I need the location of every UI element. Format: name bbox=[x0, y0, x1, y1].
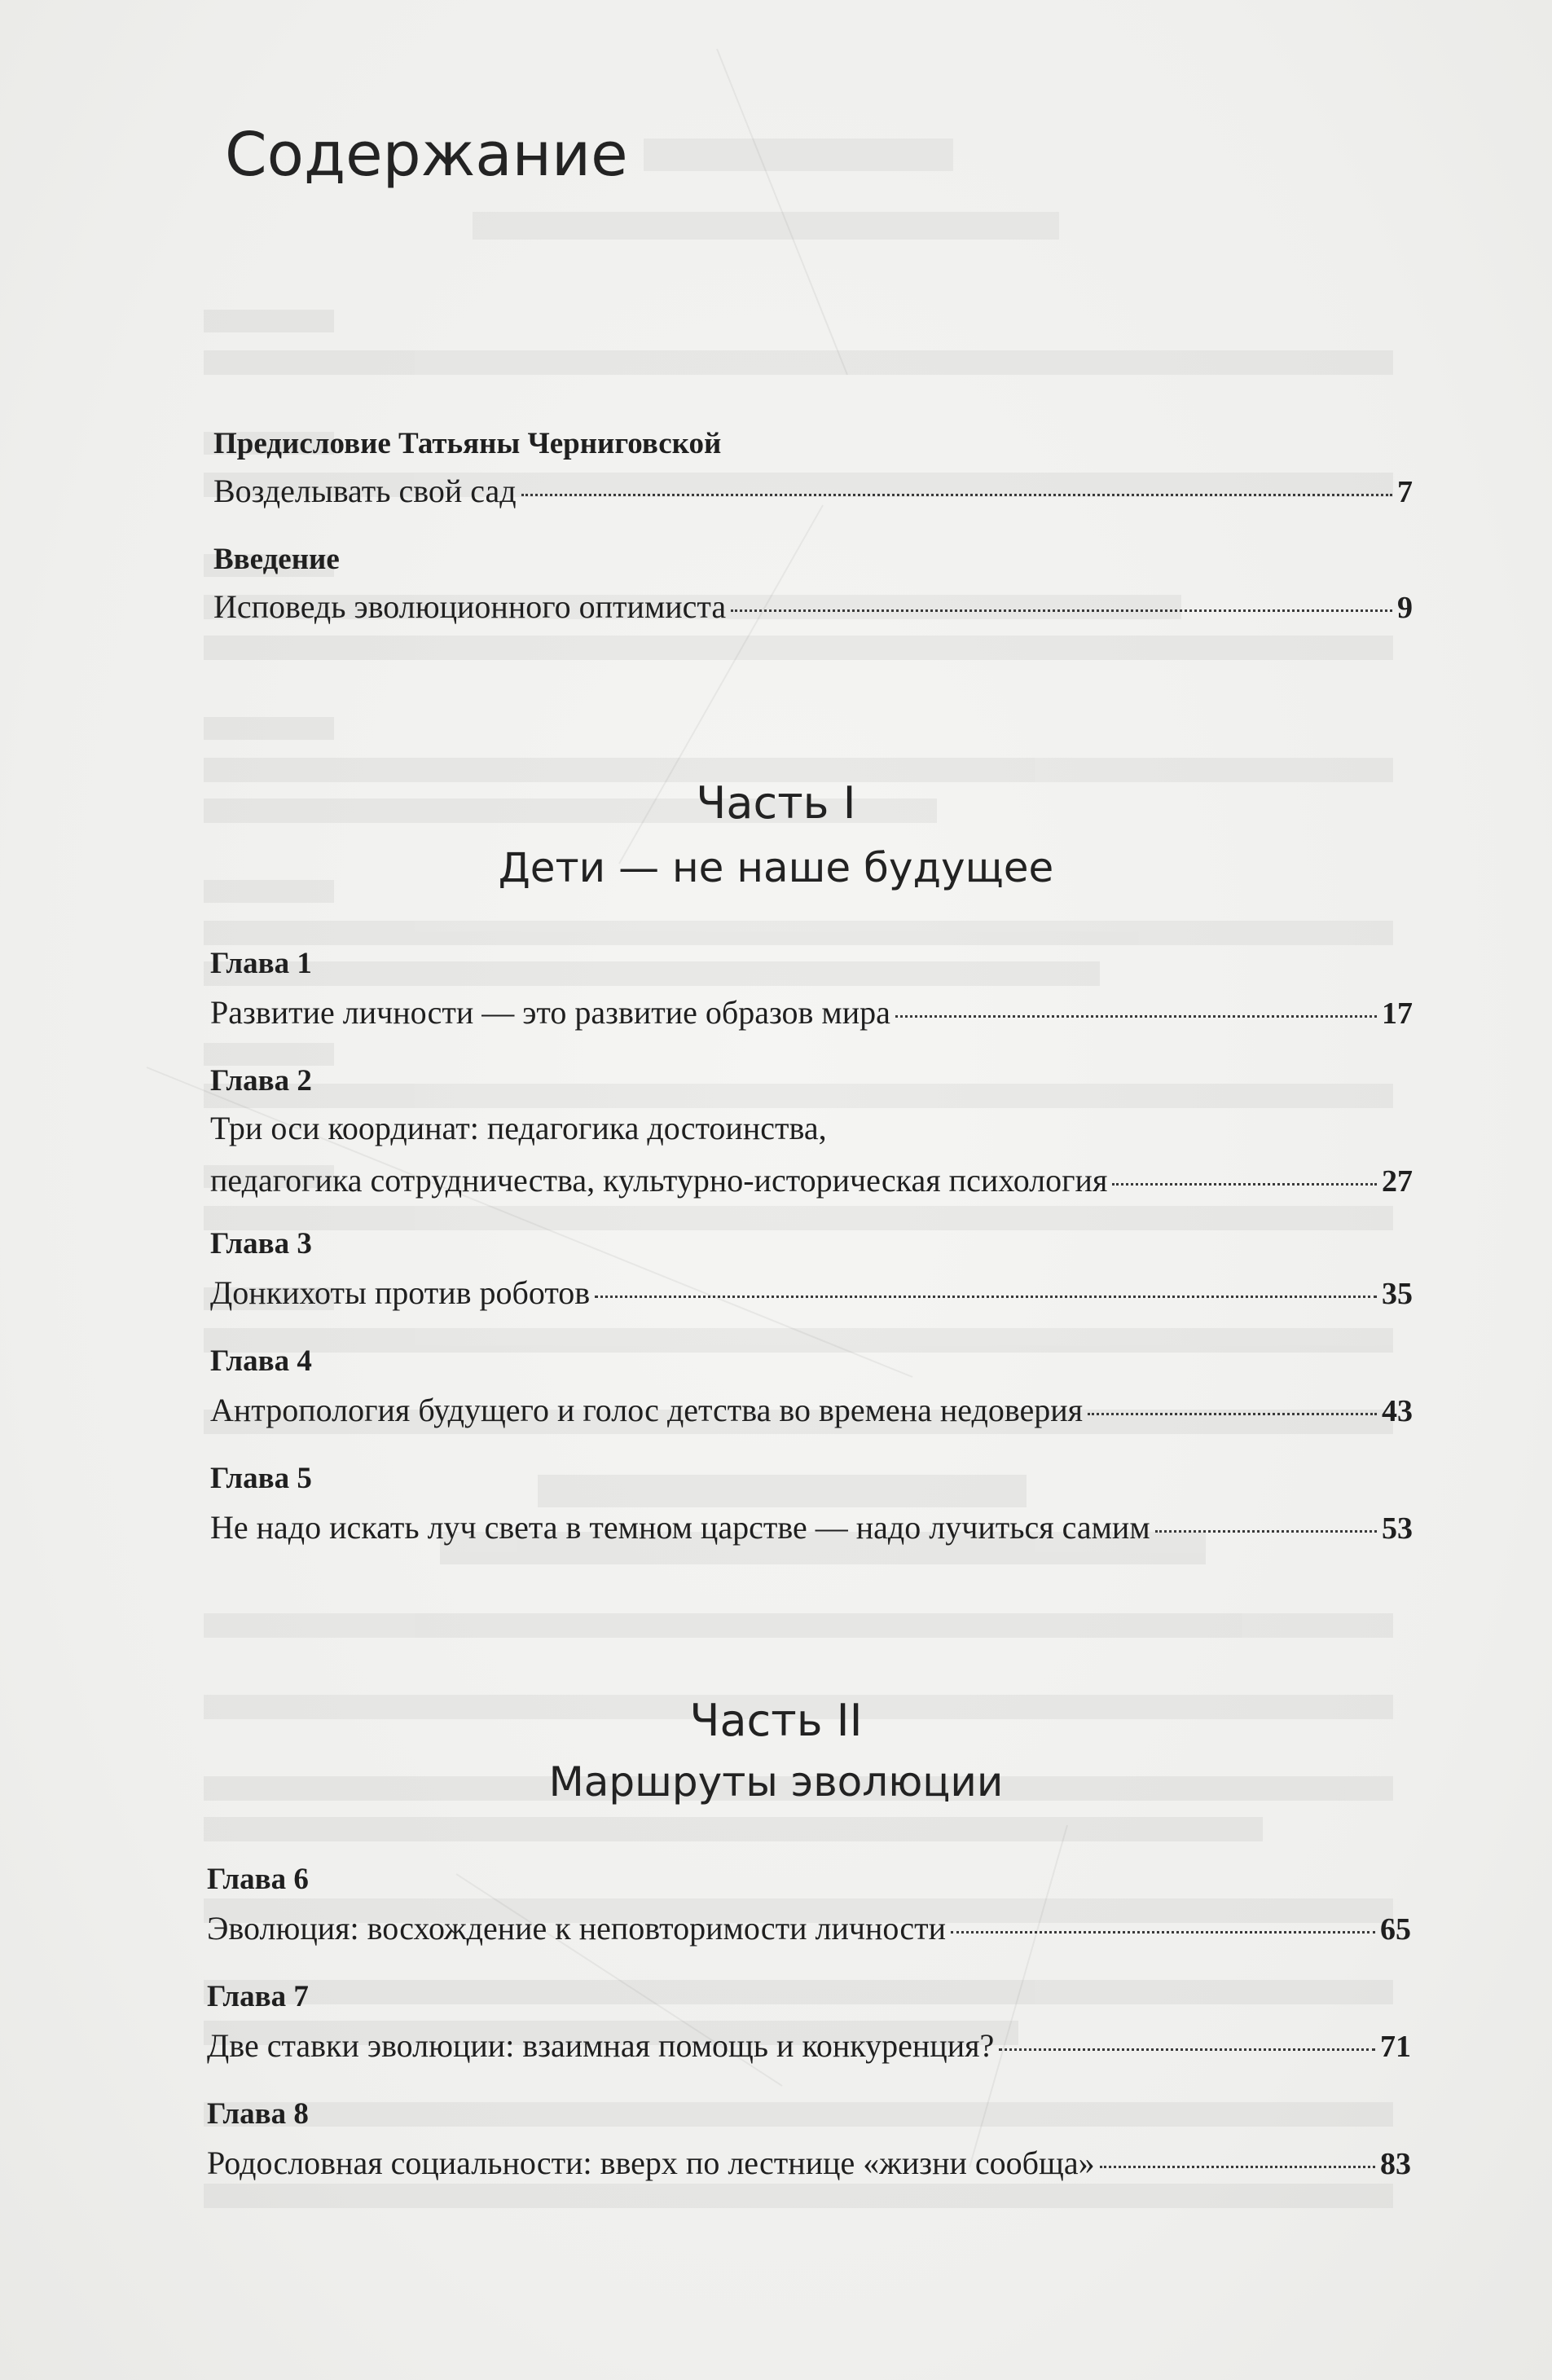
entry-title: педагогика сотрудничества, культурно-историческая психология bbox=[210, 1162, 1108, 1199]
entry-title: Возделывать свой сад bbox=[213, 473, 517, 509]
toc-entry-chapter-2[interactable] bbox=[210, 1162, 1413, 1200]
part-2-label: Часть II bbox=[689, 1695, 863, 1746]
chapter-1-label: Глава 1 bbox=[210, 947, 312, 980]
chapter-4-label: Глава 4 bbox=[210, 1344, 312, 1378]
dot-leader bbox=[999, 2048, 1375, 2051]
dot-leader bbox=[521, 494, 1392, 496]
introduction-label: Введение bbox=[213, 543, 340, 576]
entry-title: Не надо искать луч света в темном царстве — надо лучиться самим bbox=[210, 1509, 1150, 1546]
page-number: 17 bbox=[1382, 996, 1413, 1031]
page-number: 83 bbox=[1380, 2147, 1411, 2181]
toc-entry-foreword[interactable] bbox=[213, 473, 1413, 511]
chapter-3-label: Глава 3 bbox=[210, 1227, 312, 1260]
dot-leader bbox=[731, 609, 1392, 612]
page-title: Содержание bbox=[225, 120, 628, 190]
toc-entry-chapter-3[interactable] bbox=[210, 1274, 1413, 1313]
entry-title: Антропология будущего и голос детства во времена недоверия bbox=[210, 1392, 1084, 1428]
entry-title: Две ставки эволюции: взаимная помощь и конкуренция? bbox=[207, 2027, 995, 2064]
chapter-2-title-line-1[interactable]: Три оси координат: педагогика достоинства, bbox=[210, 1110, 827, 1146]
part-1-title: Дети — не наше будущее bbox=[498, 844, 1054, 891]
page-number: 7 bbox=[1397, 475, 1413, 509]
chapter-5-label: Глава 5 bbox=[210, 1462, 312, 1495]
dot-leader bbox=[895, 1015, 1377, 1018]
toc-entry-chapter-6[interactable] bbox=[207, 1910, 1411, 1948]
entry-title: Исповедь эволюционного оптимиста bbox=[213, 588, 727, 625]
entry-title: Донкихоты против роботов bbox=[210, 1274, 591, 1311]
entry-title: Эволюция: восхождение к неповторимости личности bbox=[207, 1910, 947, 1947]
toc-entry-chapter-4[interactable] bbox=[210, 1392, 1413, 1430]
dot-leader bbox=[595, 1296, 1377, 1298]
page-number: 43 bbox=[1382, 1394, 1413, 1428]
page-number: 27 bbox=[1382, 1164, 1413, 1199]
toc-entry-chapter-1[interactable] bbox=[210, 994, 1413, 1032]
dot-leader bbox=[1112, 1183, 1377, 1186]
foreword-label: Предисловие Татьяны Черниговской bbox=[213, 427, 722, 460]
chapter-6-label: Глава 6 bbox=[207, 1863, 309, 1896]
dot-leader bbox=[1088, 1413, 1377, 1415]
part-2-title: Маршруты эволюции bbox=[548, 1758, 1004, 1806]
entry-title: Развитие личности — это развитие образов мира bbox=[210, 994, 890, 1031]
part-1-label: Часть I bbox=[696, 777, 856, 829]
dot-leader bbox=[951, 1931, 1375, 1933]
dot-leader bbox=[1155, 1530, 1377, 1533]
page-number: 9 bbox=[1397, 591, 1413, 625]
page-number: 53 bbox=[1382, 1511, 1413, 1546]
chapter-2-label: Глава 2 bbox=[210, 1064, 312, 1098]
toc-entry-introduction[interactable] bbox=[213, 588, 1413, 627]
page-number: 71 bbox=[1380, 2030, 1411, 2064]
toc-entry-chapter-5[interactable] bbox=[210, 1509, 1413, 1547]
chapter-8-label: Глава 8 bbox=[207, 2097, 309, 2131]
entry-title: Родословная социальности: вверх по лестнице «жизни сообща» bbox=[207, 2145, 1095, 2181]
chapter-7-label: Глава 7 bbox=[207, 1980, 309, 2013]
dot-leader bbox=[1100, 2166, 1375, 2168]
toc-entry-chapter-8[interactable] bbox=[207, 2145, 1411, 2183]
page-number: 35 bbox=[1382, 1277, 1413, 1311]
toc-entry-chapter-7[interactable] bbox=[207, 2027, 1411, 2065]
page-number: 65 bbox=[1380, 1912, 1411, 1947]
